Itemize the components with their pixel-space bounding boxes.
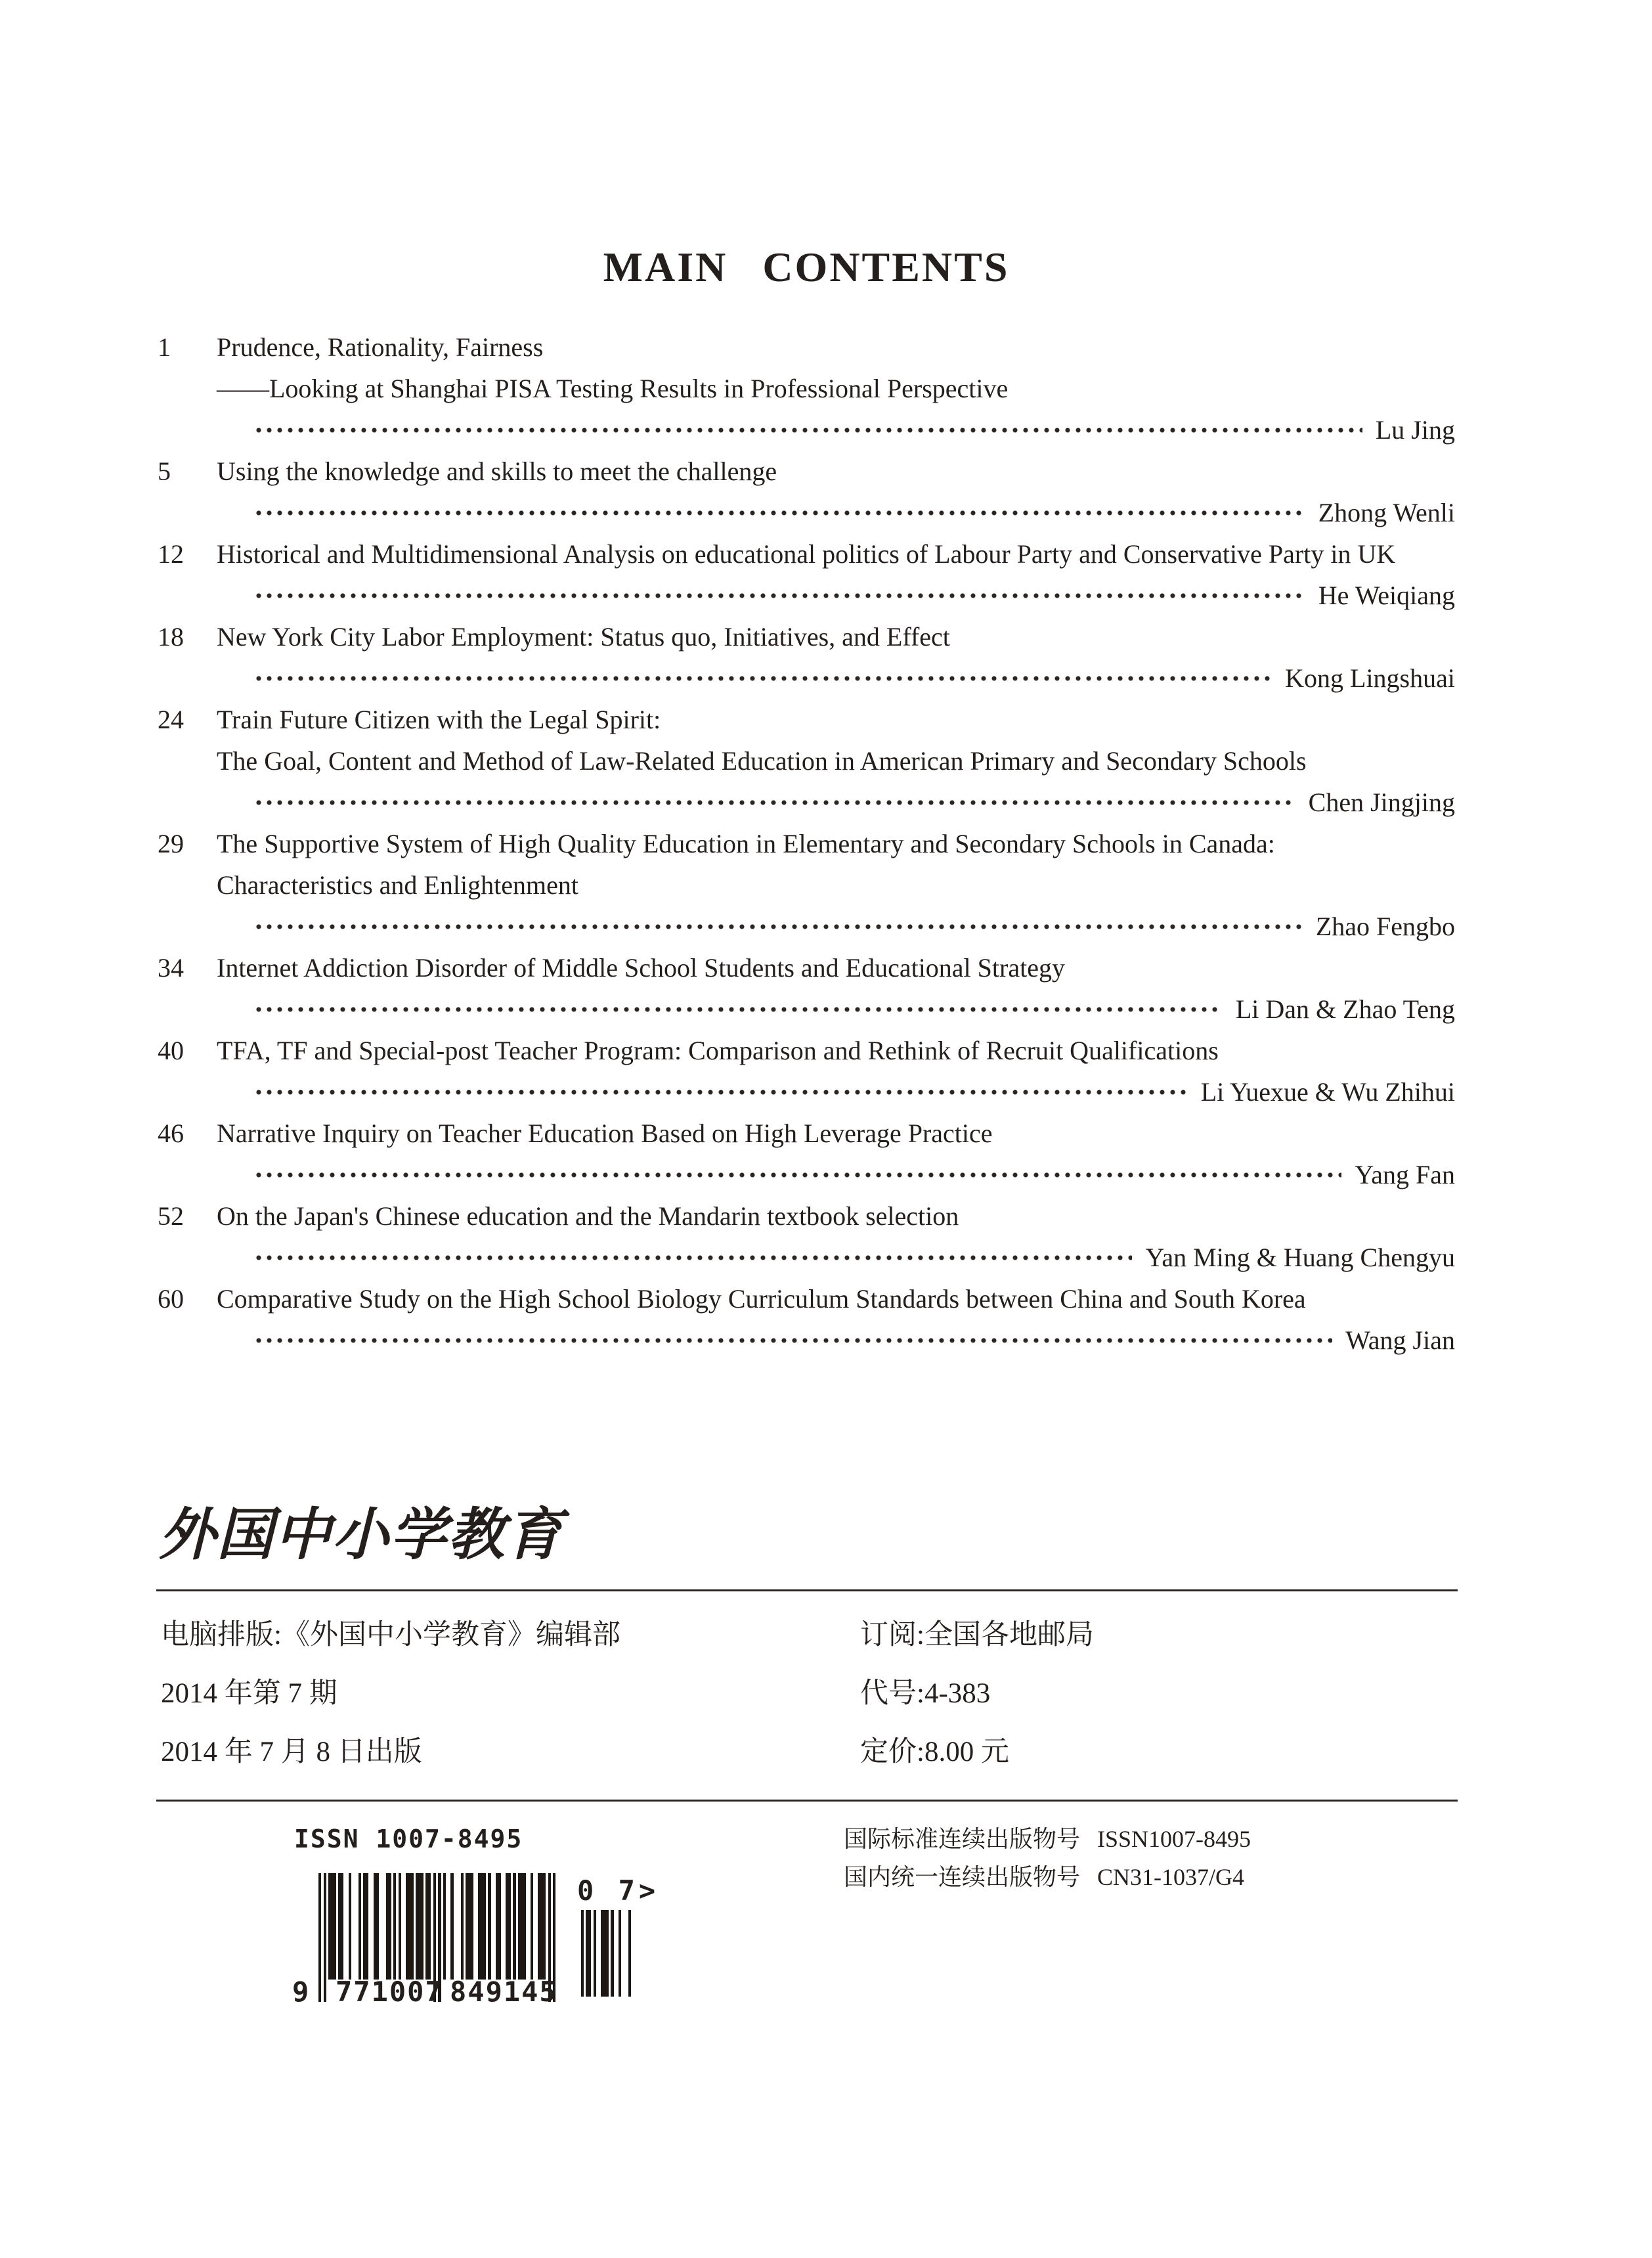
barcode-bar — [588, 1910, 591, 1997]
barcode-bar — [393, 1873, 396, 1980]
barcode-bar — [488, 1873, 490, 1980]
dotted-leader — [256, 1171, 1341, 1179]
barcode-bar — [359, 1873, 361, 1980]
toc-entry-leader-row — [217, 657, 1455, 699]
barcode-bar — [421, 1873, 424, 1980]
barcode-bar — [324, 1873, 326, 2002]
cn-registration-line — [844, 1861, 1244, 1893]
toc-entry — [158, 1113, 1455, 1195]
barcode-bar — [628, 1910, 631, 1997]
toc-entry-body — [217, 1195, 1455, 1278]
dotted-leader — [256, 509, 1305, 517]
toc-entry-title-line: Narrative Inquiry on Teacher Education Based on High Leverage Practice — [217, 1118, 993, 1148]
toc-entry — [158, 1195, 1455, 1278]
toc-entry-title-line: Internet Addiction Disorder of Middle School Students and Educational Strategy — [217, 953, 1065, 983]
dotted-leader — [256, 675, 1272, 682]
issn-registration-label: 国际标准连续出版物号 — [844, 1826, 1081, 1852]
ean2-addon-barcode — [577, 1873, 660, 2004]
toc-entry — [158, 451, 1455, 533]
barcode-bar — [399, 1873, 401, 1980]
barcode-bar — [318, 1873, 321, 2002]
cn-registration-label: 国内统一连续出版物号 — [844, 1864, 1081, 1890]
barcode-bar — [461, 1873, 464, 1980]
toc-entry-page-number: 1 — [158, 332, 171, 362]
barcode-bar — [471, 1873, 473, 1980]
toc-entry-body — [217, 1278, 1455, 1361]
toc-entry-title-line: Train Future Citizen with the Legal Spirit: — [217, 705, 661, 734]
toc-entry-author: Li Dan & Zhao Teng — [1235, 994, 1455, 1024]
dotted-leader — [256, 799, 1295, 807]
toc-entry-page-number: 46 — [158, 1118, 184, 1148]
toc-entry-page-number: 60 — [158, 1284, 184, 1314]
toc-entry-author: Zhao Fengbo — [1315, 912, 1455, 941]
toc-entry-title-line: Historical and Multidimensional Analysis on educational politics of Labour Party and Conservative Party in UK — [217, 539, 1396, 569]
toc-entry-page-number: 52 — [158, 1201, 184, 1231]
dotted-leader — [256, 1254, 1132, 1262]
dotted-leader — [256, 426, 1362, 434]
price: 定价:8.00 元 — [860, 1737, 1009, 1767]
toc-entry-author: Yan Ming & Huang Chengyu — [1145, 1243, 1455, 1272]
ean13-barcode — [292, 1873, 557, 2008]
toc-entry-title-line: TFA, TF and Special-post Teacher Program: Comparison and Rethink of Recruit Qualifications — [217, 1036, 1219, 1065]
toc-entry-title-line: Using the knowledge and skills to meet the challenge — [217, 456, 777, 486]
toc-entry — [158, 699, 1455, 823]
barcode-bar — [443, 1873, 446, 1980]
postal-code: 代号:4-383 — [860, 1678, 991, 1709]
toc-entry-leader-row — [217, 1154, 1455, 1195]
toc-entry-leader-row — [217, 492, 1455, 533]
barcode-bar — [411, 1873, 414, 1980]
toc-entry-title-line: Prudence, Rationality, Fairness — [217, 332, 544, 362]
barcode-bar — [611, 1910, 613, 1997]
barcode-bar — [594, 1910, 596, 1997]
toc-entry — [158, 1278, 1455, 1361]
toc-entry-body — [217, 823, 1455, 947]
toc-entry-body — [217, 1030, 1455, 1113]
barcode-bar — [498, 1873, 501, 1980]
toc-entry-page-number: 5 — [158, 456, 171, 486]
toc-entry-body — [217, 699, 1455, 823]
toc-entry-leader-row — [217, 1071, 1455, 1113]
toc-entry-title-line: The Supportive System of High Quality Education in Elementary and Secondary Schools in Canada: — [217, 829, 1275, 858]
toc-entry-leader-row — [217, 1237, 1455, 1278]
issn-label: ISSN 1007-8495 — [294, 1825, 523, 1853]
dotted-leader — [256, 1006, 1223, 1013]
toc-entry-author: Wang Jian — [1345, 1325, 1455, 1355]
barcode-bar — [428, 1873, 431, 1980]
toc-entry-author: He Weiqiang — [1318, 581, 1455, 610]
dotted-leader — [256, 1088, 1188, 1096]
toc-entry-title-line: ——Looking at Shanghai PISA Testing Results in Professional Perspective — [217, 374, 1009, 403]
barcode-digits-right: 849145 — [450, 1976, 557, 2008]
toc-entry-body — [217, 947, 1455, 1030]
page-title: MAIN CONTENTS — [603, 244, 1010, 290]
dotted-leader — [256, 1337, 1332, 1344]
barcode-bar — [366, 1873, 368, 1980]
toc-entry — [158, 533, 1455, 616]
toc-entry-leader-row — [217, 409, 1455, 451]
barcode-bar — [513, 1873, 515, 1980]
toc-list — [158, 326, 1455, 1361]
publish-date: 2014 年 7 月 8 日出版 — [161, 1737, 422, 1767]
barcode-bar — [388, 1873, 391, 1980]
barcode-bar — [334, 1873, 336, 1980]
toc-entry — [158, 823, 1455, 947]
toc-entry-leader-row — [217, 906, 1455, 947]
toc-entry-body — [217, 533, 1455, 616]
toc-entry — [158, 616, 1455, 699]
toc-entry — [158, 947, 1455, 1030]
barcode-bar — [341, 1873, 343, 1980]
toc-entry-author: Chen Jingjing — [1308, 787, 1455, 817]
barcode-digits-left: 771007 — [336, 1976, 443, 2008]
toc-entry-leader-row — [217, 575, 1455, 616]
toc-entry-author: Li Yuexue & Wu Zhihui — [1200, 1077, 1455, 1107]
issue-number: 2014 年第 7 期 — [161, 1678, 337, 1709]
dotted-leader — [256, 923, 1303, 931]
toc-entry-title-line: Comparative Study on the High School Biology Curriculum Standards between China and South Korea — [217, 1284, 1306, 1314]
toc-entry-author: Zhong Wenli — [1318, 498, 1455, 527]
barcode-bar — [523, 1873, 526, 1980]
barcode-digit-lead: 9 — [292, 1976, 311, 2008]
toc-entry-leader-row — [217, 988, 1455, 1030]
toc-entry-page-number: 12 — [158, 539, 184, 569]
toc-entry-page-number: 40 — [158, 1036, 184, 1065]
toc-entry-title-line: New York City Labor Employment: Status quo, Initiatives, and Effect — [217, 622, 950, 652]
toc-entry-leader-row — [217, 782, 1455, 823]
toc-entry-page-number: 34 — [158, 953, 184, 983]
barcode-bar — [606, 1910, 609, 1997]
toc-entry-author: Kong Lingshuai — [1285, 663, 1455, 693]
barcode-bar — [508, 1873, 511, 1980]
toc-entry-page-number: 18 — [158, 622, 184, 652]
toc-entry-body — [217, 326, 1455, 451]
toc-entry-title-line: On the Japan's Chinese education and the Mandarin textbook selection — [217, 1201, 959, 1231]
toc-entry-page-number: 29 — [158, 829, 184, 858]
toc-entry — [158, 1030, 1455, 1113]
toc-entry-author: Lu Jing — [1375, 415, 1455, 445]
barcode-bar — [450, 1873, 453, 1980]
barcode-bar — [483, 1873, 486, 1980]
divider-bottom — [156, 1800, 1458, 1802]
toc-entry-title-line: The Goal, Content and Method of Law-Related Education in American Primary and Secondary Schools — [217, 746, 1307, 776]
barcode-bar — [531, 1873, 533, 1980]
barcode-bar — [376, 1873, 378, 1980]
toc-entry-leader-row — [217, 1319, 1455, 1361]
toc-entry-body — [217, 451, 1455, 533]
typesetting-credit: 电脑排版:《外国中小学教育》编辑部 — [161, 1620, 620, 1650]
issn-registration-line — [844, 1823, 1251, 1855]
addon-issue-label: 0 7> — [577, 1874, 660, 1907]
barcode-bar — [543, 1873, 546, 1980]
barcode-bar — [349, 1873, 351, 1980]
issn-registration-value: ISSN1007-8495 — [1097, 1826, 1251, 1852]
toc-entry-title-line: Characteristics and Enlightenment — [217, 870, 578, 900]
toc-entry-body — [217, 616, 1455, 699]
barcode-bar — [619, 1910, 621, 1997]
dotted-leader — [256, 592, 1305, 600]
cn-registration-value: CN31-1037/G4 — [1097, 1864, 1245, 1890]
divider-top — [156, 1589, 1458, 1591]
subscription-info: 订阅:全国各地邮局 — [860, 1620, 1094, 1650]
barcode-bar — [581, 1910, 584, 1997]
toc-entry-page-number: 24 — [158, 705, 184, 734]
journal-masthead-calligraphy: 外国中小学教育 — [159, 1501, 563, 1568]
toc-entry — [158, 326, 1455, 451]
toc-entry-body — [217, 1113, 1455, 1195]
toc-entry-author: Yang Fan — [1355, 1160, 1455, 1189]
